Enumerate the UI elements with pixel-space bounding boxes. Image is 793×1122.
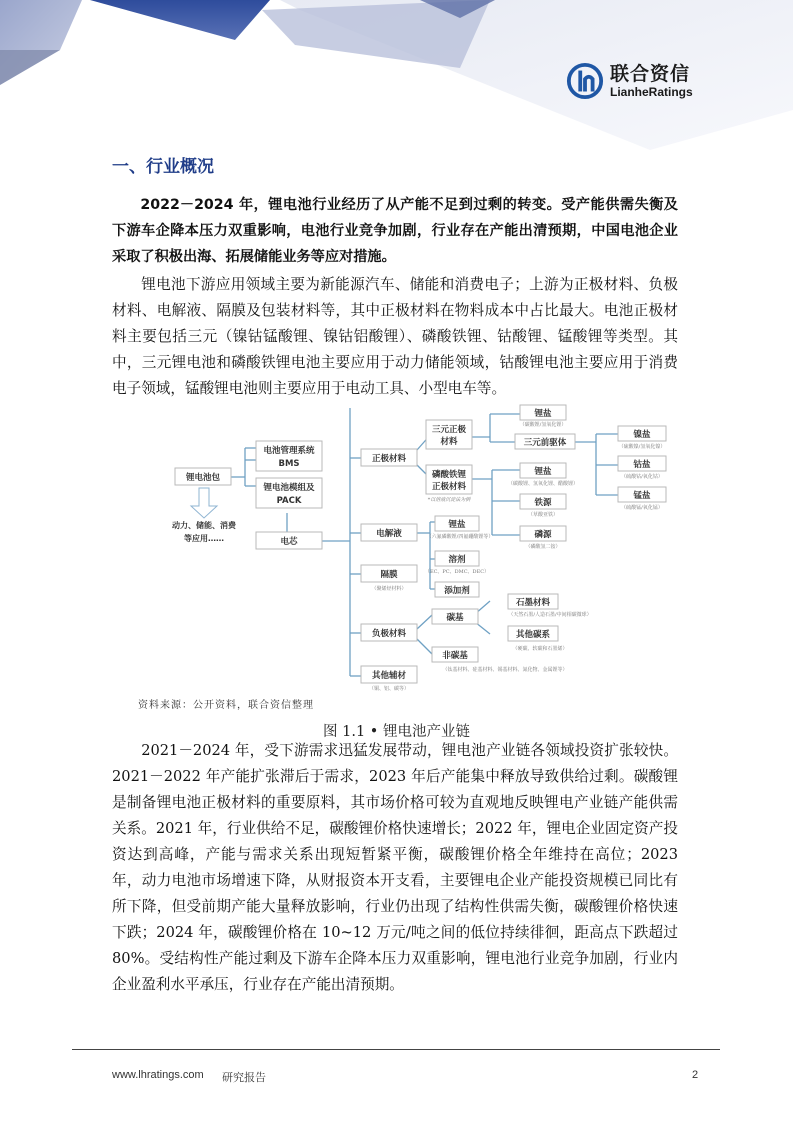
footer-report-type: 研究报告 — [222, 1071, 266, 1084]
section-title: 一、行业概况 — [112, 157, 214, 177]
node-lithium-salt-electrolyte-sub: （六氟磷酸锂/四氟硼酸锂等） — [426, 534, 494, 540]
node-module-pack — [256, 478, 322, 508]
footer-website-link[interactable]: www.lhratings.com — [112, 1069, 204, 1081]
svg-text:电芯: 电芯 — [280, 537, 298, 547]
svg-text:溶剂: 溶剂 — [448, 555, 466, 565]
logo-chinese-name: 联合资信 — [610, 63, 691, 85]
node-lithium-salt-lfp — [520, 463, 566, 478]
svg-text:磷源: 磷源 — [534, 530, 552, 540]
node-non-carbon — [432, 647, 478, 662]
node-nickel-salt — [618, 426, 666, 441]
node-cathode — [361, 449, 417, 466]
node-bms — [256, 441, 322, 471]
node-manganese-salt — [618, 487, 666, 502]
svg-text:锂电池包: 锂电池包 — [185, 473, 221, 483]
node-lithium-salt-ternary — [520, 405, 566, 420]
node-iron-source — [520, 494, 566, 509]
node-cobalt-salt-sub: （硫酸钴/氧化钴） — [621, 474, 663, 480]
svg-text:BMS: BMS — [278, 459, 300, 469]
node-separator-sub: （聚烯烃材料） — [371, 586, 407, 592]
svg-text:负极材料: 负极材料 — [371, 629, 407, 639]
connector — [417, 639, 432, 654]
svg-text:锂盐: 锂盐 — [534, 467, 552, 477]
node-nickel-salt-sub: （硫酸镍/氢氧化镍） — [618, 444, 666, 450]
body-paragraph: 2021－2024 年，受下游需求迅猛发展带动，锂电池产业链各领域投资扩张较快。2021－2022 年产能扩张滞后于需求，2023 年后产能集中释放导致供给过剩。碳酸锂是制备锂电池正极材料的重要原料，其市场价格可较为直观地反映锂电产业链产能供需关系。2021 年，行业供给不足，碳酸锂价格快速增长；2022 年，锂电企业固定资产投资达到高峰，产能与需求关系出现短暂紧平衡，碳酸锂价格全年维持在高位；2023 年，动力电池市场增速下降，从财报资本开支看，主要锂电企业产能投资规模已同比有所下降，但受前期产能大量释放影响，行业仍出现了结构性供需失衡，碳酸锂价格快速下跌；2024 年，碳酸锂价格在 10~12 万元/吨之间的低位持续徘徊，距高点下跌超过 80%。受结构性产能过剩及下游车企降本压力双重影响，锂电池行业竞争加剧，行业内企业盈利水平承压，行业存在产能出清预期。 — [112, 742, 678, 993]
svg-text:PACK: PACK — [276, 496, 302, 506]
node-carbon-based — [432, 609, 478, 624]
svg-text:镍盐: 镍盐 — [633, 430, 651, 440]
node-non-carbon-sub: （钛基材料、硅基材料、锡基材料、氮化物、金属锂等） — [442, 667, 568, 673]
node-solvent — [435, 551, 479, 566]
footer-divider — [72, 1049, 720, 1050]
figure-caption: 图 1.1 • 锂电池产业链 — [323, 724, 470, 740]
svg-text:其他碳系: 其他碳系 — [515, 630, 551, 640]
node-other-materials — [361, 666, 417, 683]
node-application-line2: 等应用…… — [184, 534, 224, 543]
node-solvent-sub: （EC、PC、DMC、DEC） — [424, 569, 490, 575]
node-battery-pack — [175, 468, 231, 485]
node-graphite — [508, 594, 558, 609]
svg-text:三元正极: 三元正极 — [431, 425, 467, 435]
diagram-canvas — [160, 398, 705, 693]
svg-text:磷酸铁锂: 磷酸铁锂 — [431, 470, 467, 480]
down-arrow-icon — [191, 488, 217, 518]
node-manganese-salt-sub: （硫酸锰/氧化锰） — [621, 505, 663, 511]
svg-text:电池管理系统: 电池管理系统 — [263, 446, 315, 456]
node-separator — [361, 565, 417, 582]
svg-text:正极材料: 正极材料 — [371, 454, 407, 464]
logo-english-name: LianheRatings — [610, 85, 693, 99]
node-graphite-sub: （天然石墨/人造石墨/中间相碳微球） — [508, 612, 592, 618]
svg-text:材料: 材料 — [440, 437, 458, 447]
summary-paragraph: 2022－2024 年，锂电池行业经历了从产能不足到过剩的转变。受产能供需失衡及下游车企降本压力双重影响，电池行业竞争加剧，行业存在产能出清预期，中国电池企业采取了积极出海、拓展储能业务等应对措施。 — [112, 197, 678, 265]
node-cell — [256, 532, 322, 549]
node-lfp-cathode — [426, 465, 472, 494]
node-lithium-salt-lfp-sub: （碳酸锂、氢氧化锂、醋酸锂） — [507, 481, 579, 487]
company-logo — [566, 62, 693, 100]
node-lithium-salt-ternary-sub: （碳酸锂/氢氧化锂） — [519, 422, 567, 428]
node-ternary-cathode — [426, 420, 472, 449]
svg-text:锂盐: 锂盐 — [534, 409, 552, 419]
svg-text:正极材料: 正极材料 — [431, 482, 467, 492]
svg-text:隔膜: 隔膜 — [380, 570, 398, 580]
svg-text:锂盐: 锂盐 — [448, 520, 466, 530]
node-lfp-note: *以溶液沉淀法为例 — [427, 497, 471, 503]
node-cobalt-salt — [618, 456, 666, 471]
node-precursor — [515, 434, 575, 449]
svg-text:锰盐: 锰盐 — [633, 491, 651, 501]
figure-source: 资料来源：公开资料，联合资信整理 — [138, 700, 314, 711]
node-other-materials-sub: （铜、铝、碳等） — [368, 686, 410, 692]
svg-text:碳基: 碳基 — [446, 613, 464, 623]
svg-text:三元前驱体: 三元前驱体 — [523, 438, 567, 448]
page-number: 2 — [692, 1069, 699, 1081]
node-application-line1: 动力、储能、消费 — [172, 521, 236, 530]
node-phosphorus-source — [520, 526, 566, 541]
svg-text:锂电池模组及: 锂电池模组及 — [263, 483, 315, 493]
svg-text:石墨材料: 石墨材料 — [515, 598, 551, 608]
node-lithium-salt-electrolyte — [435, 516, 479, 531]
node-electrolyte — [361, 524, 417, 541]
svg-text:添加剂: 添加剂 — [444, 586, 470, 596]
body-paragraph: 锂电池下游应用领域主要为新能源汽车、储能和消费电子；上游为正极材料、负极材料、电解液、隔膜及包装材料等，其中正极材料在物料成本中占比最大。电池正极材料主要包括三元（镍钴锰酸锂、镍钴铝酸锂）、磷酸铁锂、钴酸锂、锰酸锂等类型。其中，三元锂电池和磷酸铁锂电池主要应用于动力储能领域，钴酸锂电池主要应用于消费电子领域，锰酸锂电池则主要应用于电动工具、小型电车等。 — [112, 276, 678, 397]
node-iron-source-sub: （草酸亚铁） — [527, 512, 559, 518]
node-other-carbon-sub: （硬碳、软碳和石墨烯） — [512, 646, 568, 652]
svg-text:铁源: 铁源 — [534, 498, 552, 508]
node-additive — [435, 582, 479, 597]
svg-text:电解液: 电解液 — [376, 529, 402, 539]
svg-text:其他辅材: 其他辅材 — [371, 671, 407, 681]
industry-chain-diagram — [160, 398, 705, 693]
lianhe-logo-icon — [566, 62, 604, 100]
node-phosphorus-source-sub: （磷酸氢二铵） — [525, 544, 561, 550]
svg-text:钴盐: 钴盐 — [633, 460, 651, 470]
connector — [417, 615, 432, 629]
svg-text:非碳基: 非碳基 — [442, 651, 468, 661]
node-other-carbon — [508, 626, 558, 641]
node-anode — [361, 624, 417, 641]
